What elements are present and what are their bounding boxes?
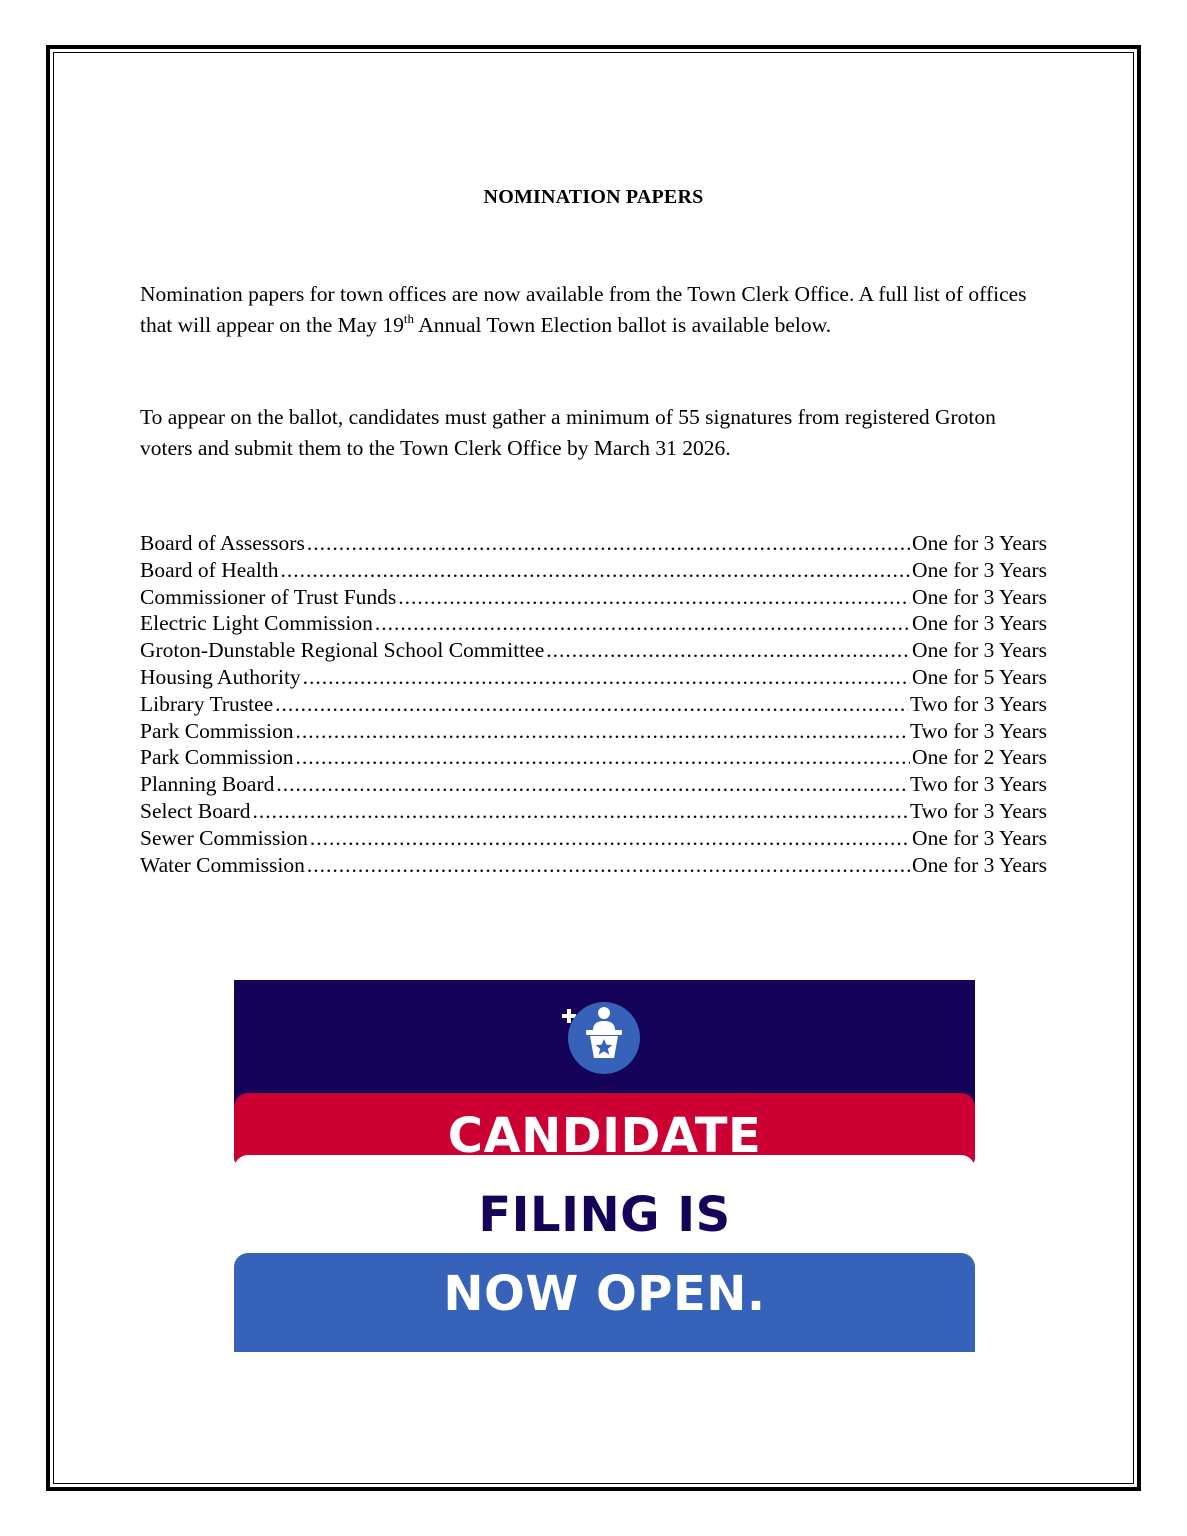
office-list <box>140 530 1047 878</box>
dot-leader <box>303 664 910 691</box>
office-name: Select Board <box>140 798 251 823</box>
office-row <box>140 798 1047 825</box>
office-name: Library Trustee <box>140 691 274 716</box>
intro-text-start: Nomination papers for town offices are now available from the Town Clerk Office. A full list of offices that will appear on the May 19 <box>140 282 1027 337</box>
office-row <box>140 744 1047 771</box>
document-title: NOMINATION PAPERS <box>483 186 704 208</box>
office-term: One for 3 Years <box>912 611 1047 636</box>
office-name: Groton-Dunstable Regional School Committee <box>140 638 545 663</box>
banner-line-filing: FILING IS <box>478 1187 731 1243</box>
office-term: One for 3 Years <box>912 557 1047 582</box>
office-name: Housing Authority <box>140 664 301 689</box>
office-row <box>140 637 1047 664</box>
dot-leader <box>546 637 910 664</box>
banner-line-open: NOW OPEN. <box>443 1266 766 1322</box>
office-name: Board of Health <box>140 557 279 582</box>
office-row <box>140 771 1047 798</box>
intro-text-end: Annual Town Election ballot is available below. <box>414 313 832 337</box>
candidate-filing-banner <box>234 980 975 1352</box>
office-term: Two for 3 Years <box>909 718 1047 743</box>
dot-leader <box>310 825 910 852</box>
office-row <box>140 718 1047 745</box>
requirements-paragraph: To appear on the ballot, candidates must gather a minimum of 55 signatures from registered Groton voters and submit them to the Town Clerk Office by March 31 2026. <box>140 405 996 460</box>
office-term: One for 3 Years <box>912 584 1047 609</box>
ordinal-suffix: th <box>403 311 415 326</box>
dot-leader <box>296 718 908 745</box>
office-term: One for 3 Years <box>912 531 1047 555</box>
candidate-podium-icon <box>560 1000 642 1076</box>
office-name: Water Commission <box>140 852 305 877</box>
office-name: Park Commission <box>140 718 294 743</box>
office-term: One for 3 Years <box>912 638 1047 663</box>
office-term: One for 3 Years <box>912 825 1047 850</box>
intro-paragraph <box>140 279 1050 341</box>
office-term: One for 3 Years <box>912 852 1047 877</box>
office-row <box>140 664 1047 691</box>
dot-leader <box>375 610 910 637</box>
office-name: Sewer Commission <box>140 825 308 850</box>
banner-line-candidate: CANDIDATE <box>447 1108 762 1164</box>
dot-leader <box>307 852 910 879</box>
office-name: Board of Assessors <box>140 531 305 555</box>
office-term: One for 2 Years <box>912 745 1047 770</box>
dot-leader <box>281 557 911 584</box>
dot-leader <box>307 530 910 557</box>
office-term: Two for 3 Years <box>909 691 1047 716</box>
dot-leader <box>275 691 908 718</box>
office-row <box>140 584 1047 611</box>
office-term: Two for 3 Years <box>909 798 1047 823</box>
office-row <box>140 557 1047 584</box>
office-row <box>140 825 1047 852</box>
office-row <box>140 852 1047 879</box>
office-row <box>140 691 1047 718</box>
dot-leader <box>276 771 908 798</box>
dot-leader <box>252 798 908 825</box>
office-term: One for 5 Years <box>912 664 1047 689</box>
office-name: Planning Board <box>140 772 275 797</box>
office-row <box>140 530 1047 557</box>
office-row <box>140 610 1047 637</box>
office-term: Two for 3 Years <box>909 772 1047 797</box>
office-name: Commissioner of Trust Funds <box>140 584 397 609</box>
dot-leader <box>398 584 910 611</box>
office-name: Park Commission <box>140 745 294 770</box>
office-name: Electric Light Commission <box>140 611 373 636</box>
dot-leader <box>296 744 911 771</box>
